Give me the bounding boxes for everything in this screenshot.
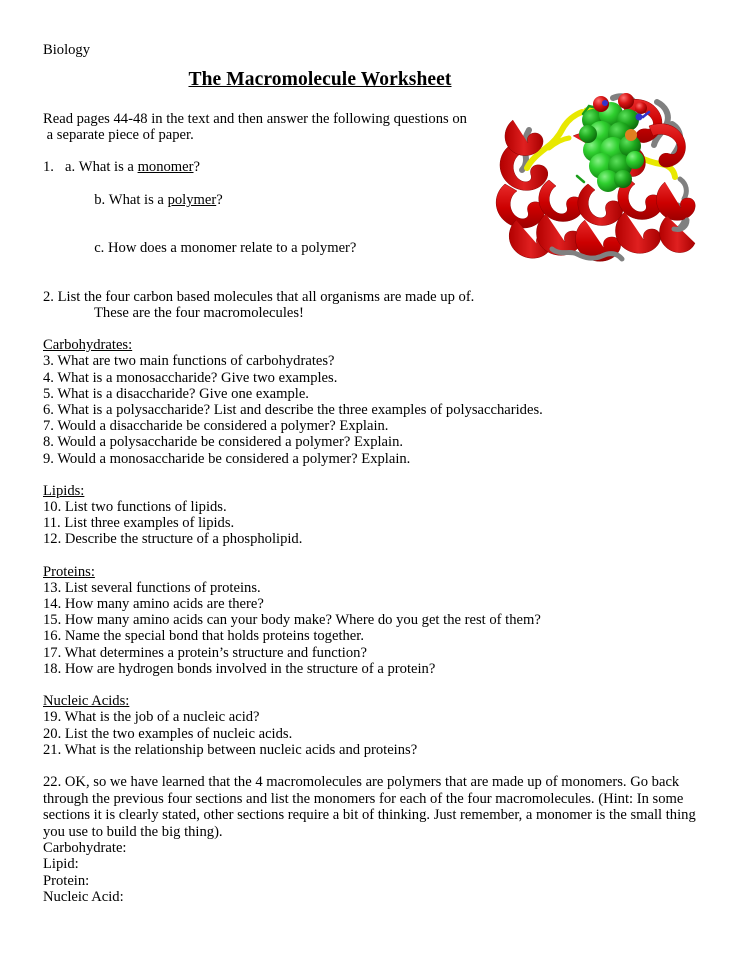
question-2-line-1: 2. List the four carbon based molecules that all organisms are made up of.	[43, 288, 475, 305]
question-9: 9. Would a monosaccharide be considered a polymer? Explain.	[43, 450, 411, 467]
question-14: 14. How many amino acids are there?	[43, 596, 264, 613]
page-title: The Macromolecule Worksheet	[188, 69, 452, 90]
question-1b-underlined: polymer	[167, 191, 217, 208]
question-1b-row	[43, 176, 713, 225]
question-2-line-2: These are the four macromolecules!	[94, 305, 304, 322]
answer-line-nucleic-acid: Nucleic Acid:	[43, 888, 124, 905]
question-1a-text: What is a	[78, 159, 138, 176]
question-1a-tail: ?	[193, 159, 200, 176]
question-17: 17. What determines a protein’s structure and function?	[43, 644, 367, 661]
answer-line-carbohydrate: Carbohydrate:	[43, 840, 127, 857]
question-16: 16. Name the special bond that holds proteins together.	[43, 628, 364, 645]
question-1b-label: b.	[94, 191, 106, 208]
question-8: 8. Would a polysaccharide be considered a polymer? Explain.	[43, 434, 404, 451]
question-20: 20. List the two examples of nucleic acids.	[43, 725, 293, 742]
question-12: 12. Describe the structure of a phospholipid.	[43, 531, 303, 548]
question-22	[43, 774, 713, 905]
question-1b-text: What is a	[108, 191, 168, 208]
section-lipids	[43, 483, 713, 548]
question-15: 15. How many amino acids can your body make? Where do you get the rest of them?	[43, 612, 541, 629]
answer-line-protein: Protein:	[43, 872, 90, 889]
question-1b-tail: ?	[216, 191, 223, 208]
question-4: 4. What is a monosaccharide? Give two examples.	[43, 369, 338, 386]
intro-line-1: Read pages 44-48 in the text and then answer the following questions on	[43, 111, 467, 127]
question-1a-underlined: monomer	[137, 159, 194, 176]
question-5: 5. What is a disaccharide? Give one example.	[43, 385, 309, 402]
course-label: Biology	[43, 42, 91, 58]
section-nucleic-acids	[43, 693, 713, 758]
section-heading-lipids: Lipids:	[43, 482, 85, 499]
question-1a-label: a.	[65, 159, 76, 176]
question-1c-row	[43, 224, 713, 273]
worksheet-content	[43, 42, 713, 905]
question-22-paragraph: 22. OK, so we have learned that the 4 macromolecules are polymers that are made up of monomers. Go back through the previous four sections and list the monomers for each of the four macromolecules. (Hint: In some sections it is clearly stated, other sections require a bit of thinking. Just remember, a monomer is the small thing you use to build the big thing).	[43, 773, 696, 840]
section-heading-proteins: Proteins:	[43, 563, 95, 580]
page-title-wrapper	[57, 69, 583, 91]
question-1-number: 1.	[43, 159, 54, 176]
question-19: 19. What is the job of a nucleic acid?	[43, 709, 260, 726]
question-11: 11. List three examples of lipids.	[43, 515, 235, 532]
section-proteins	[43, 564, 713, 677]
question-7: 7. Would a disaccharide be considered a polymer? Explain.	[43, 418, 389, 435]
question-13: 13. List several functions of proteins.	[43, 579, 261, 596]
question-3: 3. What are two main functions of carbohydrates?	[43, 353, 335, 370]
question-1a	[65, 159, 713, 175]
question-1c-text: How does a monomer relate to a polymer?	[107, 240, 357, 257]
question-18: 18. How are hydrogen bonds involved in the structure of a protein?	[43, 660, 436, 677]
intro-instructions	[43, 111, 713, 143]
question-6: 6. What is a polysaccharide? List and describe the three examples of polysaccharides.	[43, 402, 543, 419]
question-1	[43, 159, 713, 272]
question-1c-label: c.	[94, 240, 105, 257]
answer-line-lipid: Lipid:	[43, 856, 79, 873]
question-1a-row	[43, 159, 713, 175]
section-heading-carbohydrates: Carbohydrates:	[43, 337, 133, 354]
question-10: 10. List two functions of lipids.	[43, 499, 227, 516]
question-2	[43, 289, 713, 321]
question-21: 21. What is the relationship between nucleic acids and proteins?	[43, 741, 418, 758]
intro-line-2: a separate piece of paper.	[43, 127, 194, 144]
section-carbohydrates	[43, 337, 713, 467]
section-heading-nucleic-acids: Nucleic Acids:	[43, 693, 130, 710]
